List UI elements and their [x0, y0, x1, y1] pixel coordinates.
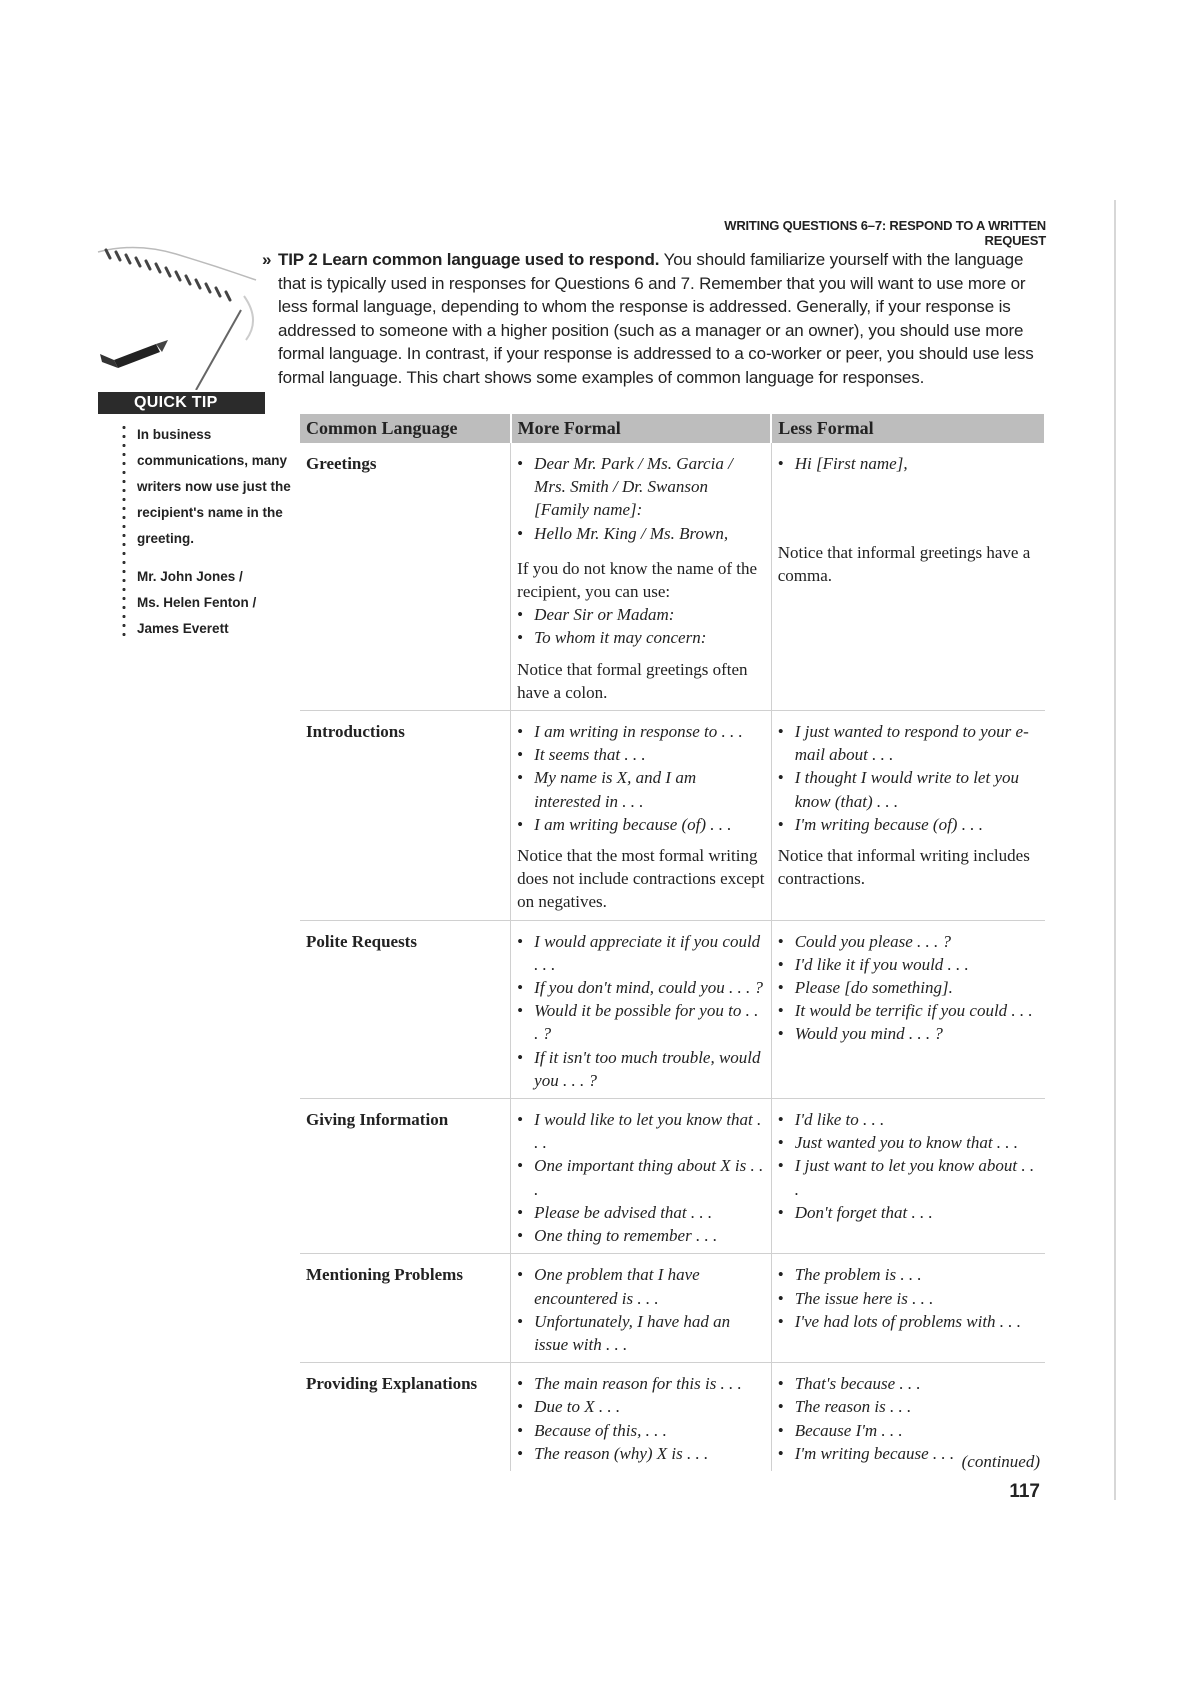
list-item: • If it isn't too much trouble, would you . . . ?	[517, 1046, 765, 1092]
table-row	[300, 443, 1045, 711]
tip-line: recipient's name in the	[137, 505, 283, 520]
list-item: • Dear Mr. Park / Ms. Garcia / Mrs. Smith / Dr. Swanson [Family name]:	[517, 452, 765, 522]
tip-line: greeting.	[137, 531, 195, 546]
list-item: • I am writing because (of) . . .	[517, 813, 765, 836]
tip-heading: TIP 2 Learn common language used to respond.	[278, 250, 660, 269]
list-item: • I would like to let you know that . . .	[517, 1108, 765, 1154]
quick-tip-label: QUICK TIP	[98, 392, 265, 414]
tip-paragraph	[262, 248, 1038, 389]
tip-line: writers now use just the	[137, 479, 291, 494]
tip-line: In business	[137, 427, 212, 442]
list-item: • If you don't mind, could you . . . ?	[517, 976, 765, 999]
list-item: • Because of this, . . .	[517, 1419, 765, 1442]
column-header: Common Language	[300, 414, 511, 443]
row-category: Giving Information	[306, 1110, 449, 1130]
list-item: • I've had lots of problems with . . .	[778, 1310, 1039, 1333]
note: Notice that the most formal writing does not include contractions except on negatives.	[517, 846, 765, 912]
list-item: • Please [do something].	[778, 976, 1039, 999]
list-item: • Because I'm . . .	[778, 1419, 1039, 1442]
list-item: • Please be advised that . . .	[517, 1201, 765, 1224]
list-item: • One problem that I have encountered is . . .	[517, 1263, 765, 1309]
note: Notice that informal greetings have a comma.	[777, 543, 1031, 586]
column-header: More Formal	[511, 414, 772, 443]
note: Notice that formal greetings often have a colon.	[517, 659, 748, 702]
list-item: • One important thing about X is . . .	[517, 1154, 765, 1200]
list-item: • The main reason for this is . . .	[517, 1372, 765, 1395]
list-item: • That's because . . .	[778, 1372, 1039, 1395]
list-item: • Unfortunately, I have had an issue with . . .	[517, 1310, 765, 1356]
notepad-pen-icon	[96, 240, 266, 390]
list-item: • I'm writing because (of) . . .	[778, 813, 1039, 836]
row-category: Providing Explanations	[306, 1374, 478, 1394]
running-head: WRITING QUESTIONS 6–7: RESPOND TO A WRITTEN REQUEST	[724, 218, 1046, 248]
table-row	[300, 711, 1045, 921]
list-item: • Don't forget that . . .	[778, 1201, 1039, 1224]
column-header: Less Formal	[771, 414, 1045, 443]
list-item: • Just wanted you to know that . . .	[778, 1131, 1039, 1154]
list-item: • I'm writing because . . .	[778, 1442, 1039, 1465]
table-header-row	[300, 414, 1045, 443]
list-item: • I'd like it if you would . . .	[778, 953, 1039, 976]
list-item: • I am writing in response to . . .	[517, 720, 765, 743]
list-item: • The problem is . . .	[778, 1263, 1039, 1286]
continued-note: (continued)	[961, 1452, 1040, 1471]
list-item: • I just wanted to respond to your e-mail about . . .	[778, 720, 1039, 766]
list-item: • One thing to remember . . .	[517, 1224, 765, 1247]
table-row	[300, 920, 1045, 1098]
table-row	[300, 1099, 1045, 1254]
row-category: Mentioning Problems	[306, 1265, 463, 1285]
tip-line: communications, many	[137, 453, 288, 468]
quick-tip-text	[122, 422, 292, 642]
page-edge-shadow	[1114, 200, 1116, 1500]
list-item: • Would it be possible for you to . . . ?	[517, 999, 765, 1045]
list-item: • The reason (why) X is . . .	[517, 1442, 765, 1465]
list-item: • The reason is . . .	[778, 1395, 1039, 1418]
row-category: Introductions	[306, 722, 405, 742]
list-item: • It would be terrific if you could . . .	[778, 999, 1039, 1022]
list-item: • My name is X, and I am interested in . . .	[517, 766, 765, 812]
list-item: • Dear Sir or Madam:	[517, 603, 765, 626]
list-item: • I thought I would write to let you know (that) . . .	[778, 766, 1039, 812]
row-category: Greetings	[306, 454, 377, 473]
note: Notice that informal writing includes contractions.	[777, 846, 1030, 889]
chevron-marker-icon: »	[262, 250, 272, 269]
list-item: • I would appreciate it if you could . . .	[517, 930, 765, 976]
list-item: • Could you please . . . ?	[778, 930, 1039, 953]
list-item: • I'd like to . . .	[778, 1108, 1039, 1131]
page-number: 117	[1009, 1481, 1040, 1502]
list-item: • Hello Mr. King / Ms. Brown,	[517, 522, 765, 545]
list-item: • The issue here is . . .	[778, 1287, 1039, 1310]
tip-example-line: Ms. Helen Fenton /	[137, 595, 257, 610]
tip-example-line: James Everett	[137, 621, 229, 636]
note: If you do not know the name of the recipient, you can use:	[517, 558, 758, 602]
list-item: • It seems that . . .	[517, 743, 765, 766]
tip-example-line: Mr. John Jones /	[137, 569, 243, 584]
list-item: • Due to X . . .	[517, 1395, 765, 1418]
common-language-table	[300, 414, 1046, 1471]
list-item: • I just want to let you know about . . .	[778, 1154, 1039, 1200]
list-item: • Hi [First name],	[778, 452, 1039, 475]
list-item: • Would you mind . . . ?	[778, 1022, 1039, 1045]
tip-body: You should familiarize yourself with the language that is typically used in responses for Questions 6 and 7. Remember that you will want to use more or less formal language, depending to whom the response is addressed. Generally, if your response is addressed to someone with a higher position (such as a manager or an owner), you should use more formal language. In contrast, if your response is addressed to a co-worker or peer, you should use less formal language. This chart shows some examples of common language for responses.	[278, 250, 1034, 387]
table-row	[300, 1254, 1045, 1363]
row-category: Polite Requests	[306, 931, 417, 951]
list-item: • To whom it may concern:	[517, 626, 765, 649]
